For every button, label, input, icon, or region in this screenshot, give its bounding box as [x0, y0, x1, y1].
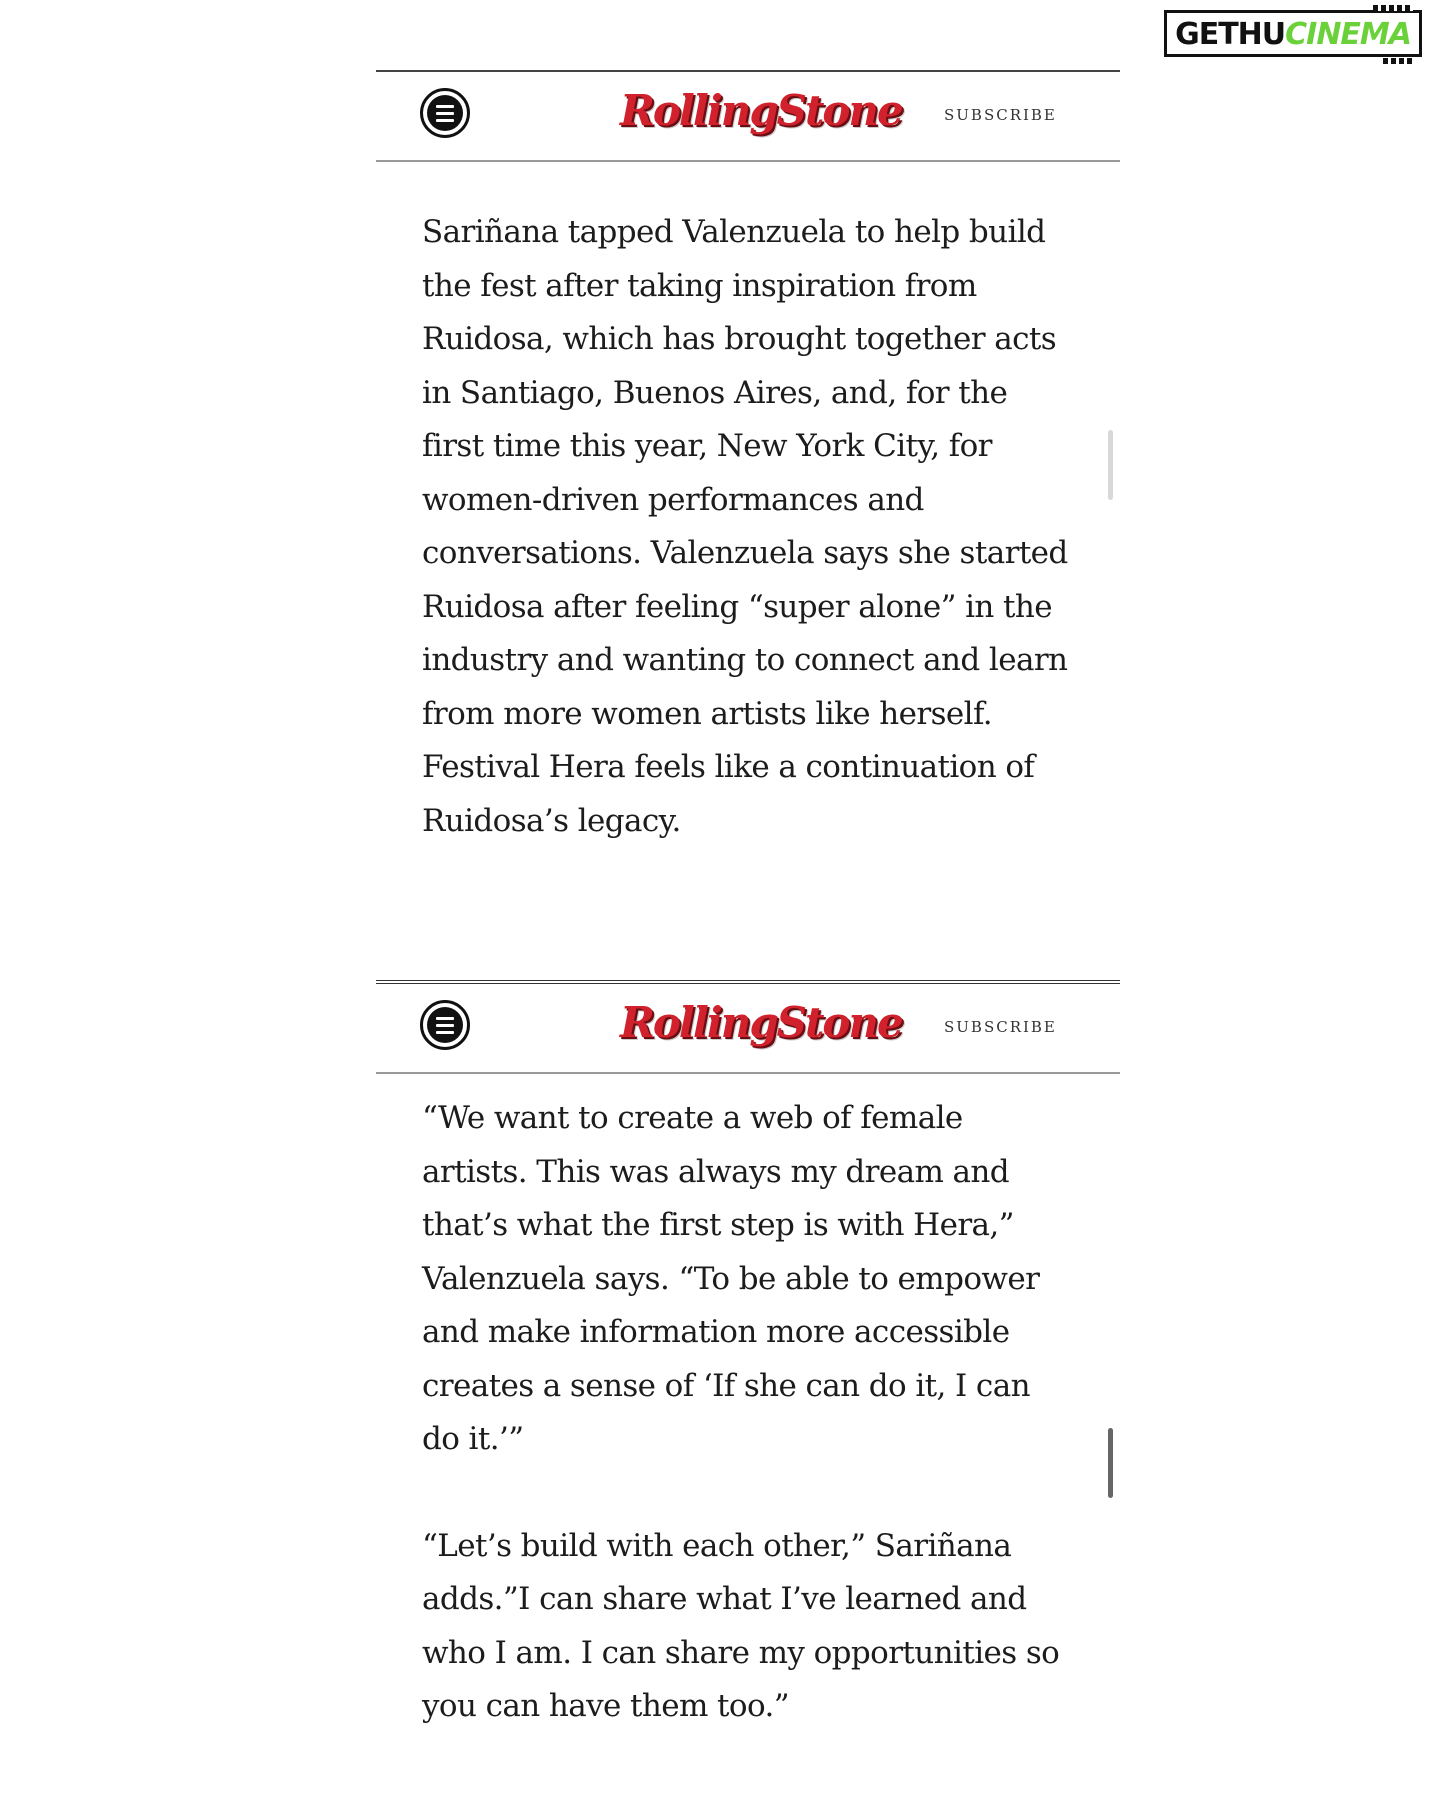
site-header [376, 70, 1120, 162]
article-panel-2 [376, 980, 1120, 1734]
article-panel-1 [376, 70, 1120, 848]
article-paragraph: “We want to create a web of female artists. This was always my dream and that’s what the first step is with Hera,” Valenzuela says. “To be able to empower and make information more accessible creates a sense of ‘If she can do it, I can do it.’” [422, 1100, 1040, 1457]
hamburger-icon [427, 95, 463, 131]
watermark-logo [1164, 10, 1422, 57]
menu-button[interactable] [420, 1000, 470, 1050]
film-strip-icon [1373, 5, 1413, 11]
article-body [376, 162, 1120, 848]
article-paragraph: Sariñana tapped Valenzuela to help build the fest after taking inspiration from Ruidosa, which has brought together acts in Santiago, Buenos Aires, and, for the first time this year, New York City, for women-driven performances and conversations. Valenzuela says she started Ruidosa after feeling “super alone” in the industry and wanting to connect and learn from more women artists like herself. Festival Hera feels like a continuation of Ruidosa’s legacy. [422, 214, 1068, 839]
site-header [376, 980, 1120, 1074]
watermark-text-gethu: GETHU [1175, 17, 1286, 52]
article-paragraph: “Let’s build with each other,” Sariñana adds.”I can share what I’ve learned and who I am. I can share my opportunities so you can have them too.” [422, 1527, 1060, 1724]
article-body [376, 1074, 1120, 1734]
subscribe-link[interactable]: SUBSCRIBE [944, 1018, 1057, 1036]
film-strip-icon [1383, 58, 1413, 64]
rolling-stone-logo[interactable]: RollingStone [620, 86, 902, 135]
rolling-stone-logo[interactable]: RollingStone [620, 998, 902, 1047]
scrollbar-thumb[interactable] [1108, 1428, 1113, 1498]
menu-button[interactable] [420, 88, 470, 138]
watermark-text-cinema: CINEMA [1285, 17, 1411, 52]
hamburger-icon [427, 1007, 463, 1043]
scrollbar-thumb[interactable] [1108, 430, 1113, 500]
subscribe-link[interactable]: SUBSCRIBE [944, 106, 1057, 124]
